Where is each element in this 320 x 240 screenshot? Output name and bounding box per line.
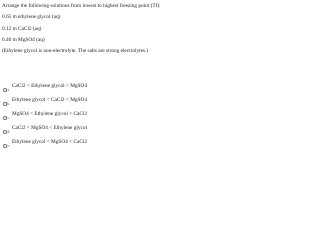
choice-letter: d. — [7, 129, 11, 135]
choice-label: CaCl2 < MgSO4 < Ethylene glycol — [12, 124, 87, 131]
question-prompt: Arrange the following solutions from lowest to highest freezing point (Tf): — [2, 3, 161, 9]
radio-button[interactable] — [3, 102, 7, 106]
choice-letter: b. — [7, 101, 11, 107]
answer-choices — [3, 83, 197, 153]
choice-option-b[interactable] — [3, 97, 197, 110]
radio-button[interactable] — [3, 130, 7, 134]
question-block — [2, 3, 198, 55]
choice-letter: c. — [7, 115, 11, 121]
solution-item: 0.65 m ethylene glycol (aq) — [2, 14, 61, 21]
radio-button[interactable] — [3, 88, 7, 92]
radio-button[interactable] — [3, 116, 7, 120]
choice-label: MgSO4 < Ethylene glycol < CaCl2 — [12, 110, 87, 117]
electrolyte-note: (Ethylene glycol is non-electrolyte. The salts are strong electrolytes.) — [2, 48, 149, 55]
choice-label: Ethylene glycol < CaCl2 < MgSO4 — [12, 96, 87, 103]
solution-item: 0.12 m CaCl2 (aq) — [2, 25, 42, 32]
choice-letter: e. — [7, 143, 11, 149]
choice-letter: a. — [7, 87, 11, 93]
choice-option-e[interactable] — [3, 139, 197, 152]
choice-option-a[interactable] — [3, 83, 197, 96]
choice-option-c[interactable] — [3, 111, 197, 124]
choice-option-d[interactable] — [3, 125, 197, 138]
choice-label: Ethylene glycol < MgSO4 < CaCl2 — [12, 138, 87, 145]
choice-label: CaCl2 < Ethylene glycol < MgSO4 — [12, 83, 87, 89]
radio-button[interactable] — [3, 144, 7, 148]
solution-item: 0.40 m MgSO4 (aq) — [2, 36, 45, 43]
